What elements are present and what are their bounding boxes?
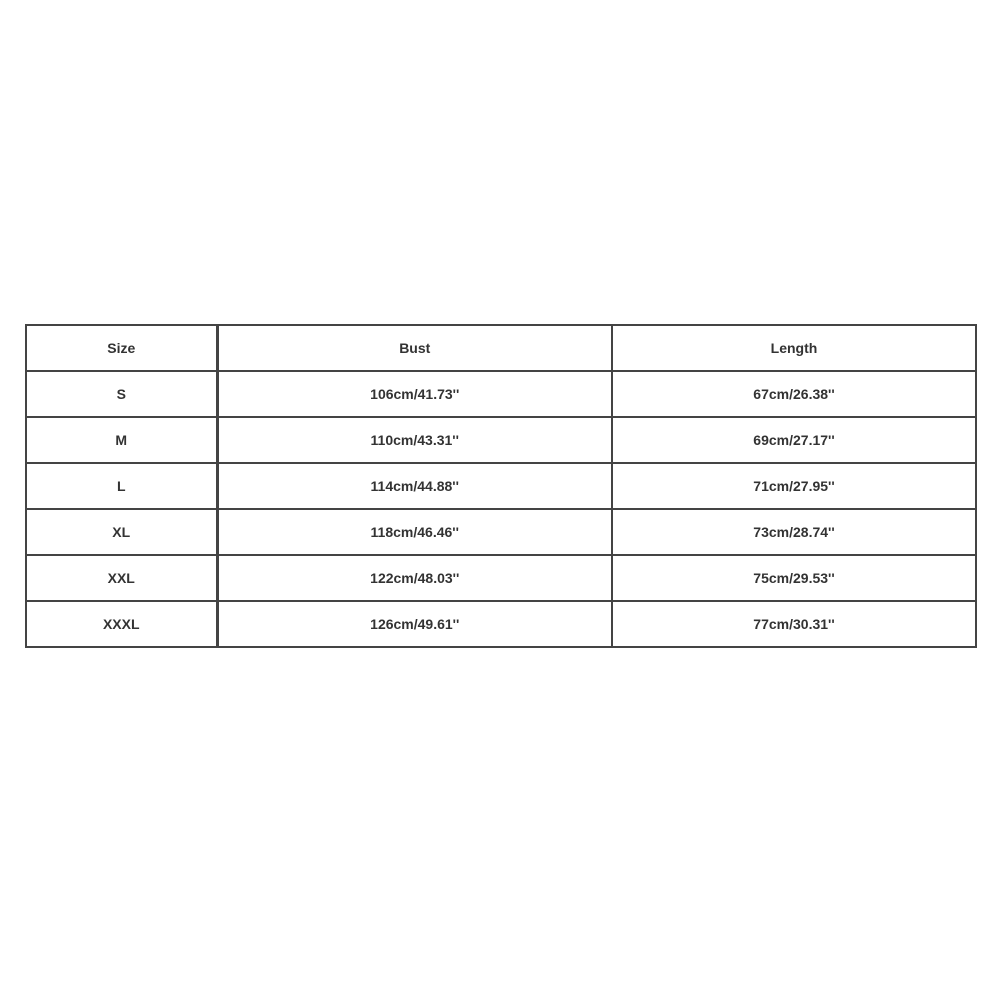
cell-size: XXL: [26, 555, 217, 601]
table-row: [26, 417, 976, 463]
cell-bust: 118cm/46.46'': [217, 509, 612, 555]
cell-bust: 122cm/48.03'': [217, 555, 612, 601]
table-row: [26, 601, 976, 647]
table-row: [26, 371, 976, 417]
cell-length: 69cm/27.17'': [612, 417, 976, 463]
cell-bust: 110cm/43.31'': [217, 417, 612, 463]
header-size: Size: [26, 325, 217, 371]
cell-size: L: [26, 463, 217, 509]
cell-size: XL: [26, 509, 217, 555]
cell-length: 77cm/30.31'': [612, 601, 976, 647]
cell-size: XXXL: [26, 601, 217, 647]
header-length: Length: [612, 325, 976, 371]
table-header-row: [26, 325, 976, 371]
cell-bust: 126cm/49.61'': [217, 601, 612, 647]
table-row: [26, 555, 976, 601]
cell-length: 67cm/26.38'': [612, 371, 976, 417]
cell-length: 71cm/27.95'': [612, 463, 976, 509]
cell-size: M: [26, 417, 217, 463]
cell-bust: 106cm/41.73'': [217, 371, 612, 417]
table-row: [26, 463, 976, 509]
table-row: [26, 509, 976, 555]
cell-length: 73cm/28.74'': [612, 509, 976, 555]
header-bust: Bust: [217, 325, 612, 371]
cell-size: S: [26, 371, 217, 417]
cell-length: 75cm/29.53'': [612, 555, 976, 601]
cell-bust: 114cm/44.88'': [217, 463, 612, 509]
size-chart-table: [25, 324, 977, 648]
